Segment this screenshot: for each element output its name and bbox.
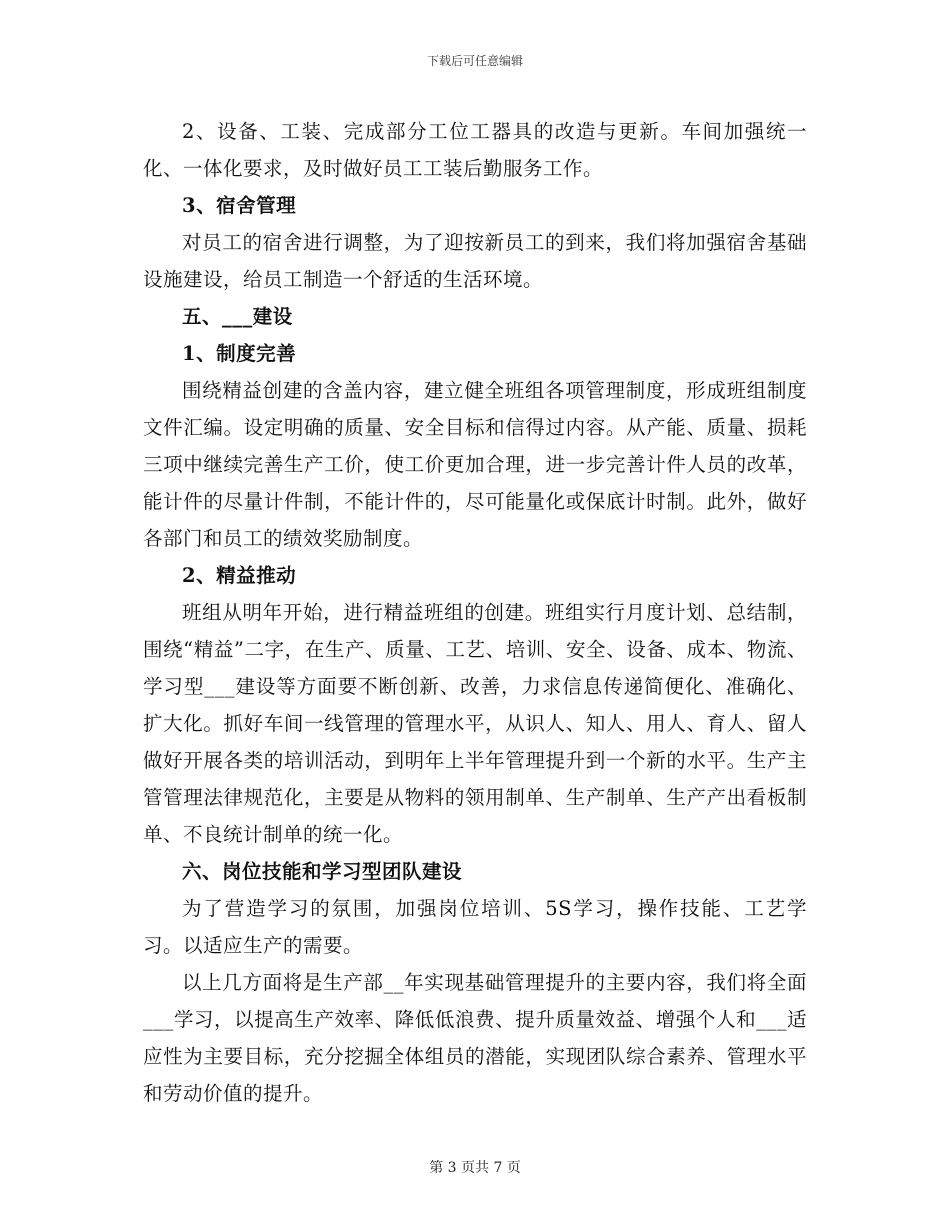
page-header: 下载后可任意编辑: [426, 54, 523, 68]
paragraph-dormitory: 对员工的宿舍进行调整，为了迎按新员工的到来，我们将加强宿舍基础设施建设，给员工制造一个舒适的生活环境。: [143, 231, 807, 291]
heading-section-six: 六、岗位技能和学习型团队建设: [182, 860, 463, 883]
heading-section-five: 五、___建设: [182, 305, 293, 328]
heading-system: 1、制度完善: [182, 342, 297, 365]
paragraph-summary: 以上几方面将是生产部__年实现基础管理提升的主要内容，我们将全面___学习，以提高生产效率、降低低浪费、提升质量效益、增强个人和___适应性为主要目标，充分挖掘全体组员的潜能，实现团队综合素养、管理水平和劳动价值的提升。: [143, 971, 807, 1105]
heading-dormitory: 3、宿舍管理: [182, 194, 297, 217]
document-body: [143, 113, 807, 1112]
paragraph-lean: 班组从明年开始，进行精益班组的创建。班组实行月度计划、总结制，围绕“精益”二字，在生产、质量、工艺、培训、安全、设备、成本、物流、学习型___建设等方面要不断创新、改善，力求信息传递简便化、准确化、扩大化。抓好车间一线管理的管理水平，从识人、知人、用人、育人、留人做好开展各类的培训活动，到明年上半年管理提升到一个新的水平。生产主管管理法律规范化，主要是从物料的领用制单、生产制单、生产产出看板制单、不良统计制单的统一化。: [143, 601, 807, 846]
paragraph-training: 为了营造学习的氛围，加强岗位培训、5S学习，操作技能、工艺学习。以适应生产的需要。: [143, 897, 807, 957]
paragraph-system: 围绕精益创建的含盖内容，建立健全班组各项管理制度，形成班组制度文件汇编。设定明确的质量、安全目标和信得过内容。从产能、质量、损耗三项中继续完善生产工价，使工价更加合理，进一步完善计件人员的改革，能计件的尽量计件制，不能计件的，尽可能量化或保底计时制。此外，做好各部门和员工的绩效奖励制度。: [143, 379, 807, 550]
page-footer: 第 3 页共 7 页: [429, 1160, 521, 1176]
heading-lean: 2、精益推动: [182, 564, 297, 587]
paragraph-equipment: 2、设备、工装、完成部分工位工器具的改造与更新。车间加强统一化、一体化要求，及时做好员工工装后勤服务工作。: [143, 120, 807, 180]
